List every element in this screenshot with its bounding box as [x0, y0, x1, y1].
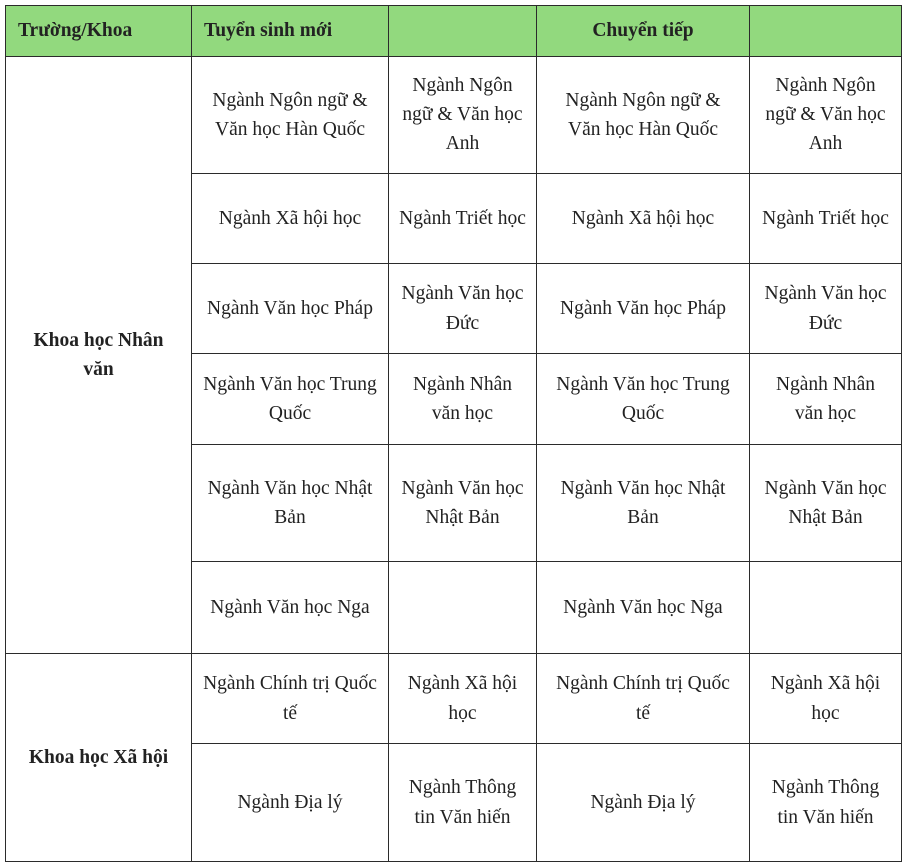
table-cell: Ngành Xã hội học: [537, 173, 750, 263]
header-row: [6, 6, 902, 57]
table-cell: Ngành Văn học Pháp: [192, 264, 389, 354]
table-cell: Ngành Ngôn ngữ & Văn học Hàn Quốc: [192, 57, 389, 174]
table-cell: Ngành Ngôn ngữ & Văn học Anh: [389, 57, 537, 174]
table-cell: Ngành Ngôn ngữ & Văn học Hàn Quốc: [537, 57, 750, 174]
table-cell: Ngành Địa lý: [537, 744, 750, 862]
table-cell: Ngành Nhân văn học: [389, 354, 537, 444]
table-cell: Ngành Văn học Nga: [192, 562, 389, 653]
table-cell: Ngành Ngôn ngữ & Văn học Anh: [750, 57, 902, 174]
school-social-sciences: Khoa học Xã hội: [6, 653, 192, 861]
table-cell: Ngành Thông tin Văn hiến: [389, 744, 537, 862]
table-cell: Ngành Văn học Nga: [537, 562, 750, 653]
table-row: [6, 653, 902, 743]
header-new-admission: Tuyển sinh mới: [192, 6, 389, 57]
table-cell: Ngành Văn học Nhật Bản: [750, 444, 902, 562]
table-cell: Ngành Chính trị Quốc tế: [537, 653, 750, 743]
table-cell: Ngành Văn học Trung Quốc: [537, 354, 750, 444]
header-transfer-extra: [750, 6, 902, 57]
table-cell: Ngành Văn học Nhật Bản: [192, 444, 389, 562]
school-humanities: Khoa học Nhân văn: [6, 57, 192, 654]
table-cell: Ngành Chính trị Quốc tế: [192, 653, 389, 743]
table-cell: Ngành Triết học: [389, 173, 537, 263]
table-cell: Ngành Văn học Trung Quốc: [192, 354, 389, 444]
table-cell: Ngành Triết học: [750, 173, 902, 263]
table-cell: Ngành Văn học Nhật Bản: [389, 444, 537, 562]
header-new-admission-extra: [389, 6, 537, 57]
table-cell: Ngành Địa lý: [192, 744, 389, 862]
table-cell: Ngành Văn học Nhật Bản: [537, 444, 750, 562]
table-cell: Ngành Xã hội học: [192, 173, 389, 263]
header-school: Trường/Khoa: [6, 6, 192, 57]
table-cell: Ngành Nhân văn học: [750, 354, 902, 444]
table-cell: [750, 562, 902, 653]
header-transfer: Chuyển tiếp: [537, 6, 750, 57]
table-cell: Ngành Xã hội học: [389, 653, 537, 743]
majors-table: [5, 5, 902, 862]
table-cell: Ngành Văn học Pháp: [537, 264, 750, 354]
table-cell: Ngành Văn học Đức: [389, 264, 537, 354]
table-cell: [389, 562, 537, 653]
table-row: [6, 57, 902, 174]
table-cell: Ngành Thông tin Văn hiến: [750, 744, 902, 862]
table-cell: Ngành Văn học Đức: [750, 264, 902, 354]
table-cell: Ngành Xã hội học: [750, 653, 902, 743]
